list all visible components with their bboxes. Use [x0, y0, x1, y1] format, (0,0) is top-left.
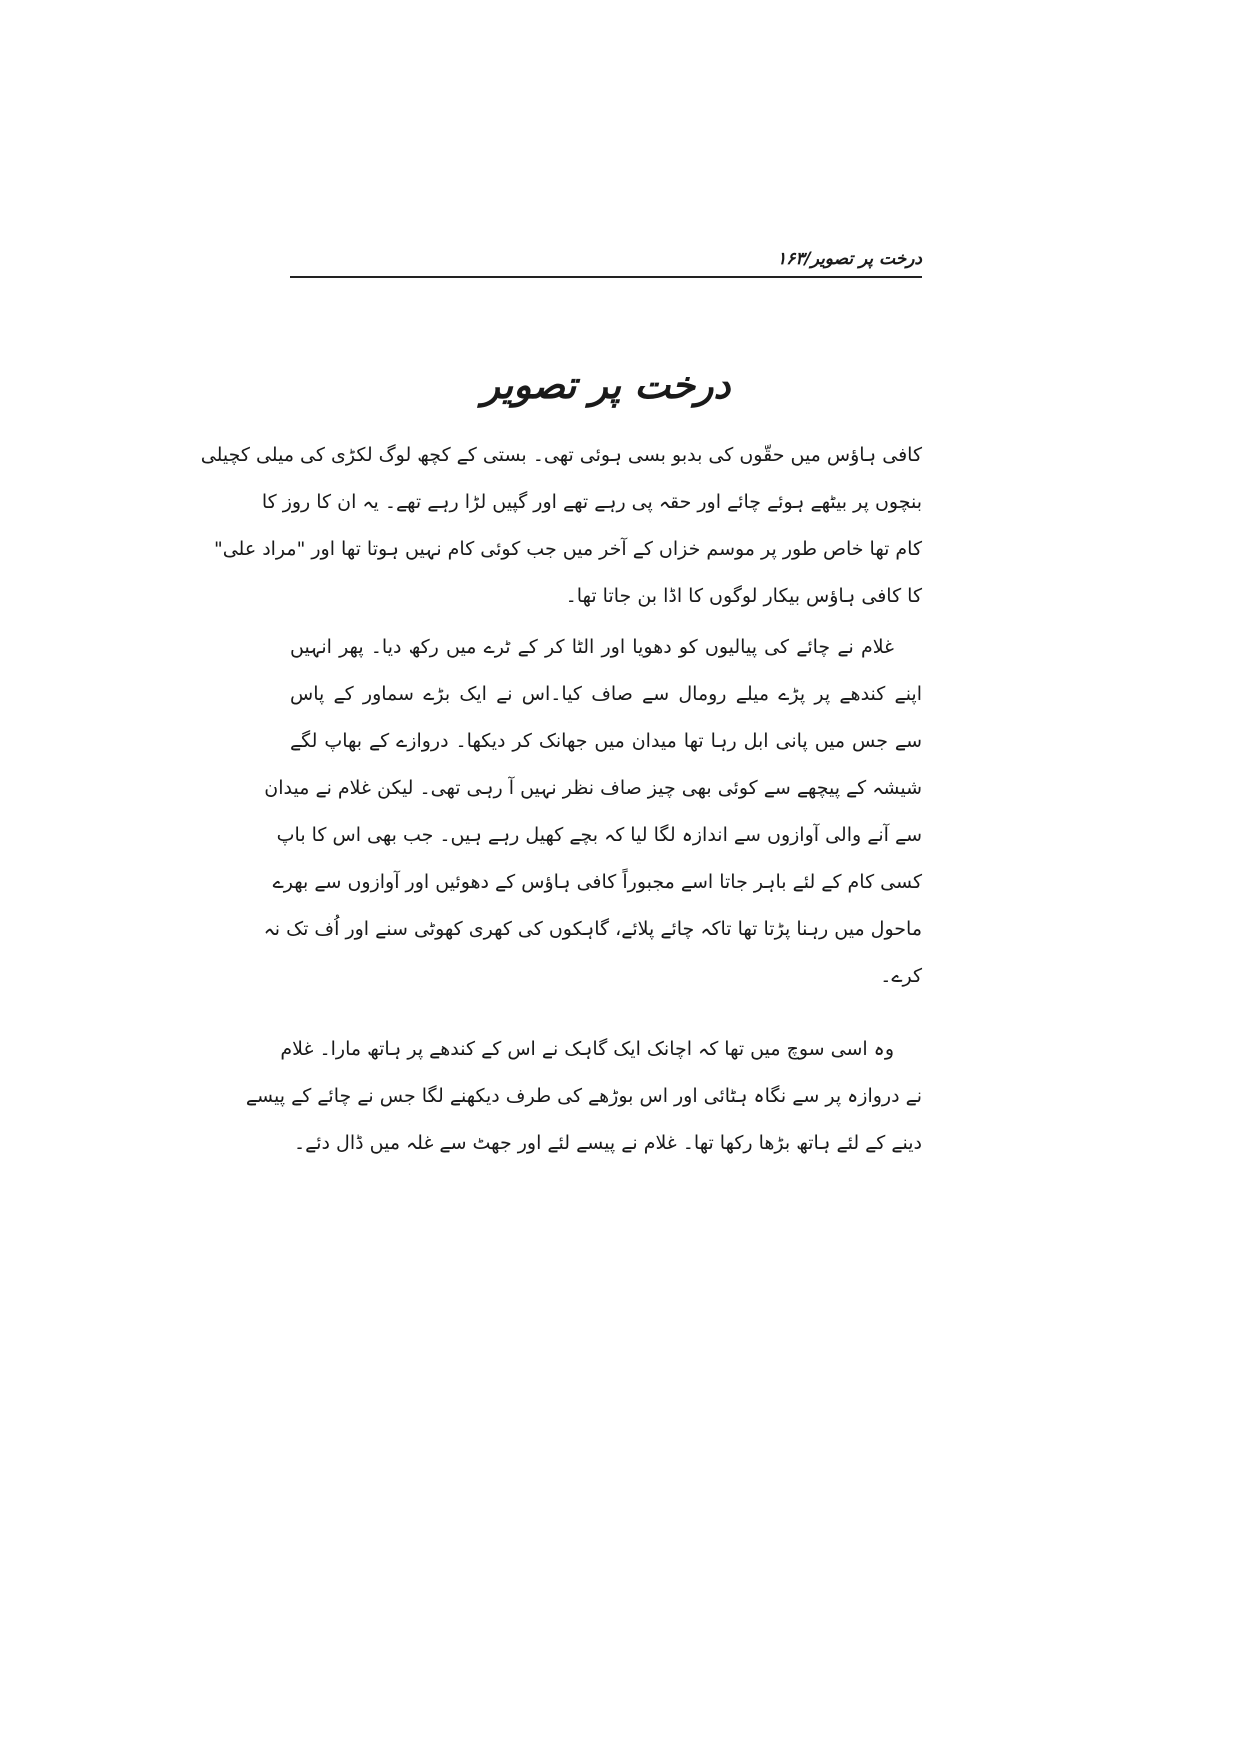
- text-line: وہ اسی سوچ میں تھا کہ اچانک ایک گاہک نے اس کے کندھے پر ہاتھ مارا۔ غلام: [280, 1038, 894, 1060]
- chapter-title: درخت پر تصویر: [481, 363, 731, 408]
- running-header-text: درخت پر تصویر/۱۶۳: [777, 249, 922, 269]
- text-line: سے آنے والی آوازوں سے اندازہ لگا لیا کہ بچے کھیل رہے ہیں۔ جب بھی اس کا باپ: [276, 824, 922, 846]
- text-line: نے دروازہ پر سے نگاہ ہٹائی اور اس بوڑھے کی طرف دیکھنے لگا جس نے چائے کے پیسے: [245, 1085, 922, 1107]
- paragraph-3: [245, 1026, 922, 1167]
- text-line: شیشہ کے پیچھے سے کوئی بھی چیز صاف نظر نہیں آ رہی تھی۔ لیکن غلام نے میدان: [264, 777, 922, 799]
- running-header: [290, 246, 922, 278]
- body-text: [200, 432, 922, 1167]
- text-line: کافی ہاؤس میں حقّوں کی بدبو بسی ہوئی تھی۔ بستی کے کچھ لوگ لکڑی کی میلی کچیلی: [200, 444, 922, 466]
- text-line: ماحول میں رہنا پڑتا تھا تاکہ چائے پلائے، گاہکوں کی کھری کھوٹی سنے اور اُف تک نہ: [263, 918, 922, 940]
- text-line: کرے۔: [880, 965, 922, 987]
- text-line: سے جس میں پانی ابل رہا تھا میدان میں جھانک کر دیکھا۔ دروازے کے بھاپ لگے: [290, 730, 922, 752]
- text-line: دینے کے لئے ہاتھ بڑھا رکھا تھا۔ غلام نے پیسے لئے اور جھٹ سے غلہ میں ڈال دئے۔: [293, 1132, 922, 1154]
- text-line: غلام نے چائے کی پیالیوں کو دھویا اور الٹا کر کے ٹرے میں رکھ دیا۔ پھر انہیں: [290, 636, 894, 658]
- paragraph-1: [200, 432, 922, 620]
- paragraph-2: [263, 624, 922, 1000]
- text-line: کا کافی ہاؤس بیکار لوگوں کا اڈا بن جاتا تھا۔: [565, 585, 922, 607]
- text-line: کام تھا خاص طور پر موسم خزاں کے آخر میں جب کوئی کام نہیں ہوتا تھا اور "مراد علی": [213, 538, 922, 560]
- text-line: اپنے کندھے پر پڑے میلے رومال سے صاف کیا۔اس نے ایک بڑے سماور کے پاس: [290, 683, 922, 705]
- text-line: کسی کام کے لئے باہر جاتا اسے مجبوراً کافی ہاؤس کے دھوئیں اور آوازوں سے بھرے: [272, 871, 922, 893]
- text-line: بنچوں پر بیٹھے ہوئے چائے اور حقہ پی رہے تھے اور گپیں لڑا رہے تھے۔ یہ ان کا روز کا: [261, 491, 922, 513]
